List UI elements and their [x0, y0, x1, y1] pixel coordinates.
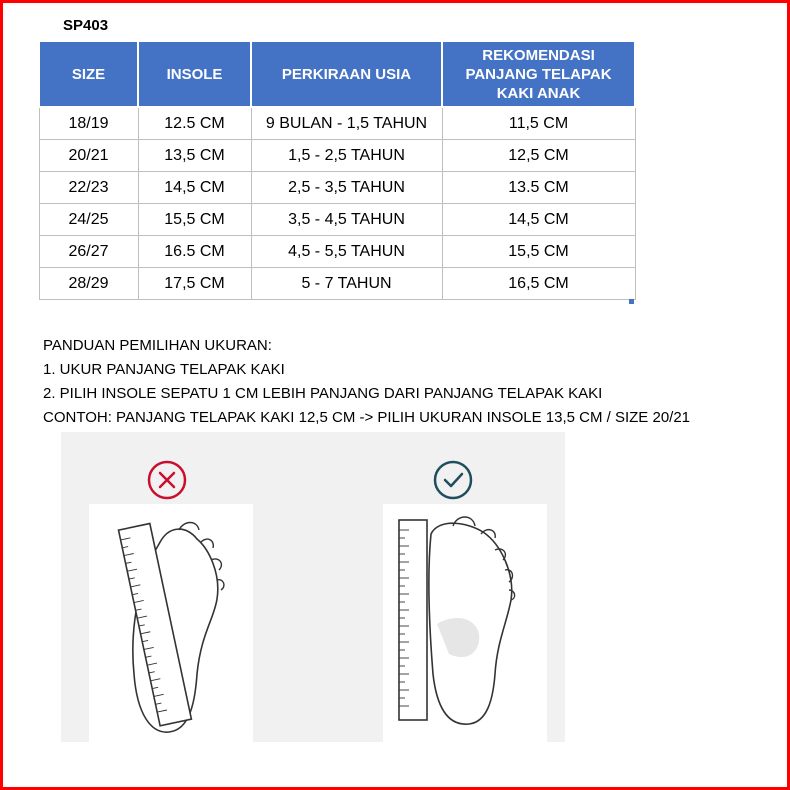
cell-foot-length: 14,5 CM	[442, 204, 635, 236]
header-recommended-foot-length: REKOMENDASI PANJANG TELAPAK KAKI ANAK	[442, 41, 635, 107]
table-row	[39, 268, 635, 300]
table-row	[39, 107, 635, 140]
cell-size: 26/27	[39, 236, 138, 268]
cell-age: 3,5 - 4,5 TAHUN	[251, 204, 442, 236]
correct-measurement-panel	[383, 504, 547, 742]
cell-insole: 16.5 CM	[138, 236, 251, 268]
size-guide	[43, 334, 690, 430]
table-row	[39, 204, 635, 236]
table-header-row	[39, 41, 635, 107]
table-resize-handle	[629, 299, 634, 304]
table-row	[39, 172, 635, 204]
wrong-measurement-panel	[89, 504, 253, 742]
cell-age: 2,5 - 3,5 TAHUN	[251, 172, 442, 204]
cell-insole: 17,5 CM	[138, 268, 251, 300]
cell-foot-length: 16,5 CM	[442, 268, 635, 300]
size-chart-table	[38, 40, 636, 300]
cell-size: 20/21	[39, 140, 138, 172]
x-circle-icon	[146, 459, 188, 501]
table-row	[39, 236, 635, 268]
header-size: SIZE	[39, 41, 138, 107]
cell-size: 24/25	[39, 204, 138, 236]
measurement-illustration	[61, 432, 565, 742]
foot-ruler-correct-drawing	[383, 504, 547, 742]
cell-age: 5 - 7 TAHUN	[251, 268, 442, 300]
cell-foot-length: 12,5 CM	[442, 140, 635, 172]
guide-example: CONTOH: PANJANG TELAPAK KAKI 12,5 CM -> PILIH UKURAN INSOLE 13,5 CM / SIZE 20/21	[43, 409, 691, 426]
guide-step-2: 2. PILIH INSOLE SEPATU 1 CM LEBIH PANJANG DARI PANJANG TELAPAK KAKI	[43, 385, 603, 402]
product-code: SP403	[63, 17, 109, 34]
header-estimated-age: PERKIRAAN USIA	[251, 41, 442, 107]
cell-insole: 14,5 CM	[138, 172, 251, 204]
foot-ruler-wrong-drawing	[89, 504, 253, 742]
cell-insole: 13,5 CM	[138, 140, 251, 172]
cell-size: 18/19	[39, 107, 138, 140]
cell-foot-length: 15,5 CM	[442, 236, 635, 268]
table-row	[39, 140, 635, 172]
cell-age: 9 BULAN - 1,5 TAHUN	[251, 107, 442, 140]
header-insole: INSOLE	[138, 41, 251, 107]
cell-age: 1,5 - 2,5 TAHUN	[251, 140, 442, 172]
guide-step-1: 1. UKUR PANJANG TELAPAK KAKI	[43, 361, 285, 378]
cell-size: 22/23	[39, 172, 138, 204]
cell-foot-length: 13.5 CM	[442, 172, 635, 204]
cell-size: 28/29	[39, 268, 138, 300]
cell-insole: 12.5 CM	[138, 107, 251, 140]
cell-foot-length: 11,5 CM	[442, 107, 635, 140]
cell-age: 4,5 - 5,5 TAHUN	[251, 236, 442, 268]
guide-title: PANDUAN PEMILIHAN UKURAN:	[43, 337, 272, 354]
cell-insole: 15,5 CM	[138, 204, 251, 236]
check-circle-icon	[432, 459, 474, 501]
